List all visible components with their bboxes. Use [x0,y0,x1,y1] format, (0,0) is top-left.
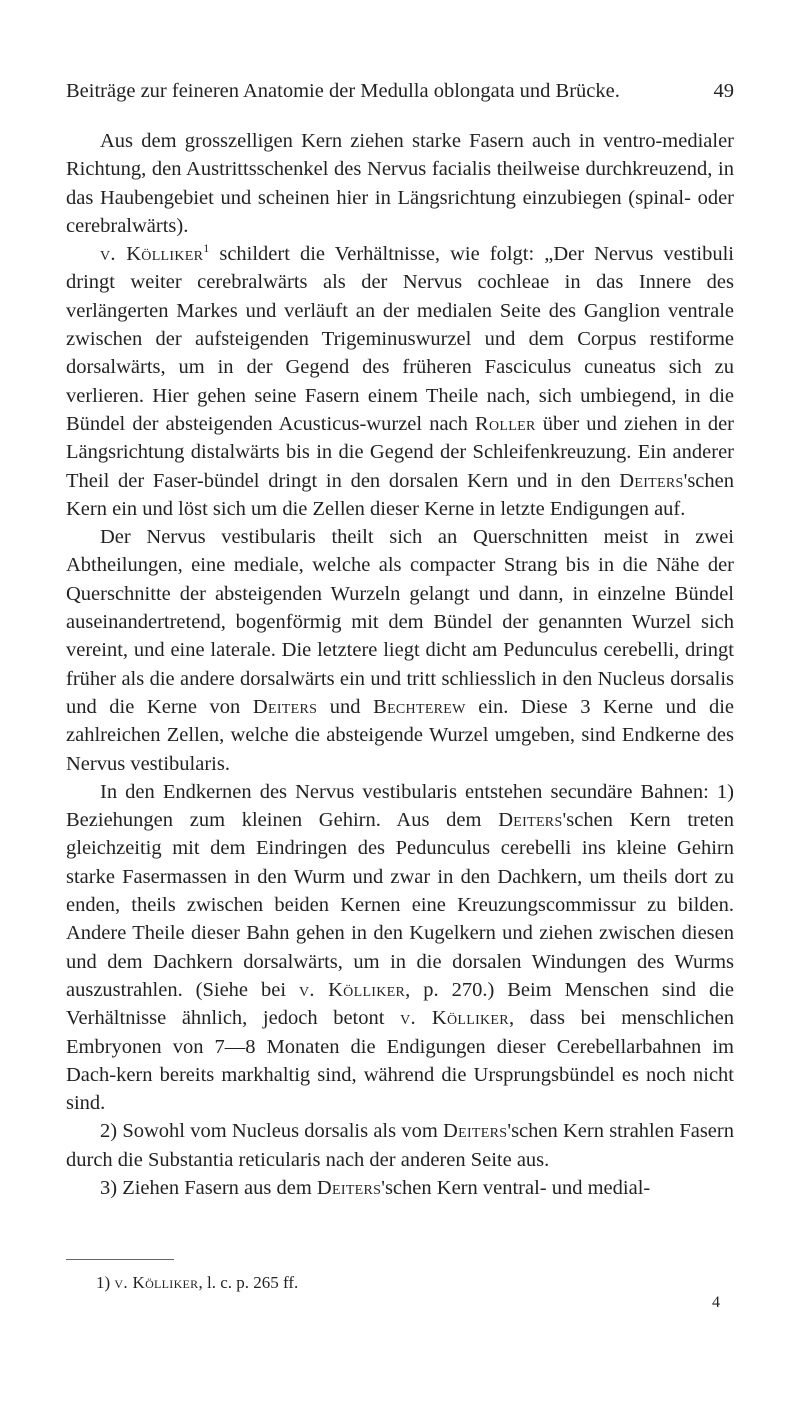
signature-mark: 4 [712,1294,720,1311]
footnote-author: v. Kölliker [114,1273,199,1292]
author-name: v. Kölliker [400,1007,509,1030]
author-name: Deiters [619,469,684,492]
author-name: Deiters [252,695,318,718]
footnote-marker: 1) [96,1273,111,1292]
footnote-ref: 1 [203,241,210,256]
paragraph-5: 2) Sowohl vom Nucleus dorsalis als vom Deiters'schen Kern strahlen Fasern durch die Substantia reticularis nach der anderen Seite aus. [66,1120,734,1171]
paragraph-3: Der Nervus vestibularis theilt sich an Querschnitten meist in zwei Abtheilungen, eine mediale, welche als compacter Strang bis in die Nähe der Querschnitte der absteigenden Wurzeln gelangt und dann, in einzelne Bündel auseinandertretend, bogenförmig mit dem Bündel der genannten Wurzel sich vereint, und eine laterale. Die letztere liegt dicht am Pedunculus cerebelli, dringt früher als die andere dorsalwärts ein und tritt schliesslich in den Nucleus dorsalis und die Kerne von Deiters und Bechterew ein. Diese 3 Kerne und die zahlreichen Zellen, welche die absteigende Wurzel umgeben, sind Endkerne des Nervus vestibularis. [66,526,735,775]
body-text [66,127,734,1202]
running-title: Beiträge zur feineren Anatomie der Medulla oblongata und Brücke. [66,80,620,102]
author-name: Bechterew [373,695,466,718]
paragraph-1: Aus dem grosszelligen Kern ziehen starke Fasern auch in ventro-medialer Richtung, den Austrittsschenkel des Nervus facialis theilweise durchkreuzend, in das Haubengebiet und scheinen hier in Längsrichtung einzubiegen (spinal- oder cerebralwärts). [66,130,734,237]
running-header [66,80,734,103]
paragraph-4: In den Endkernen des Nervus vestibularis entstehen secundäre Bahnen: 1) Beziehungen zum kleinen Gehirn. Aus dem Deiters'schen Kern treten gleichzeitig mit dem Eindringen des Pedunculus cerebelli ins kleine Gehirn starke Fasermassen in den Wurm und zwar in den Dachkern, um theils dort zu enden, theils zwischen beiden Kernen eine Kreuzungscommissur zu bilden. Andere Theile dieser Bahn gehen in den Kugelkern und ziehen zwischen diesen und dem Dachkern dorsalwärts, um in die dorsalen Windungen des Wurms auszustrahlen. (Siehe bei v. Kölliker, p. 270.) Beim Menschen sind die Verhältnisse ähnlich, jedoch betont v. Kölliker, dass bei menschlichen Embryonen von 7—8 Monaten die Endigungen dieser Cerebellarbahnen im Dach-kern bereits markhaltig sind, während die Ursprungsbündel es noch nicht sind. [66,780,735,1115]
footnote-rule [66,1259,174,1260]
author-name: Deiters [316,1176,382,1199]
paragraph-6: 3) Ziehen Fasern aus dem Deiters'schen Kern ventral- und medial- [100,1176,651,1199]
author-name: Deiters [443,1120,508,1143]
page-number: 49 [713,80,734,102]
paragraph-2: v. Kölliker$^1$ schildert die Verhältnisse, wie folgt: „Der Nervus vestibuli dringt weiter cerebralwärts als der Nervus cochleae in das Innere des verlängerten Markes und verläuft an der medialen Seite des Ganglion ventrale zwischen der aufsteigenden Trigeminuswurzel und dem Corpus restiforme dorsalwärts, um in der Gegend des früheren Fasciculus cuneatus sich zu verlieren. Hier gehen seine Fasern einem Theile nach, sich umbiegend, in die Bündel der absteigenden Acusticus-wurzel nach Roller über und ziehen in der Längsrichtung distalwärts bis in die Gegend der Schleifenkreuzung. Ein anderer Theil der Faser-bündel dringt in den dorsalen Kern und in den Deiters'schen Kern ein und löst sich um die Zellen dieser Kerne in letzte Endigungen auf. [66,241,734,520]
footnote [96,1272,734,1294]
author-name: Roller [475,412,536,435]
footnote-text: , l. c. p. 265 ff. [198,1273,299,1292]
author-name: v. Kölliker [100,243,204,266]
author-name: Deiters [498,809,563,832]
author-name: v. Kölliker [298,978,406,1001]
